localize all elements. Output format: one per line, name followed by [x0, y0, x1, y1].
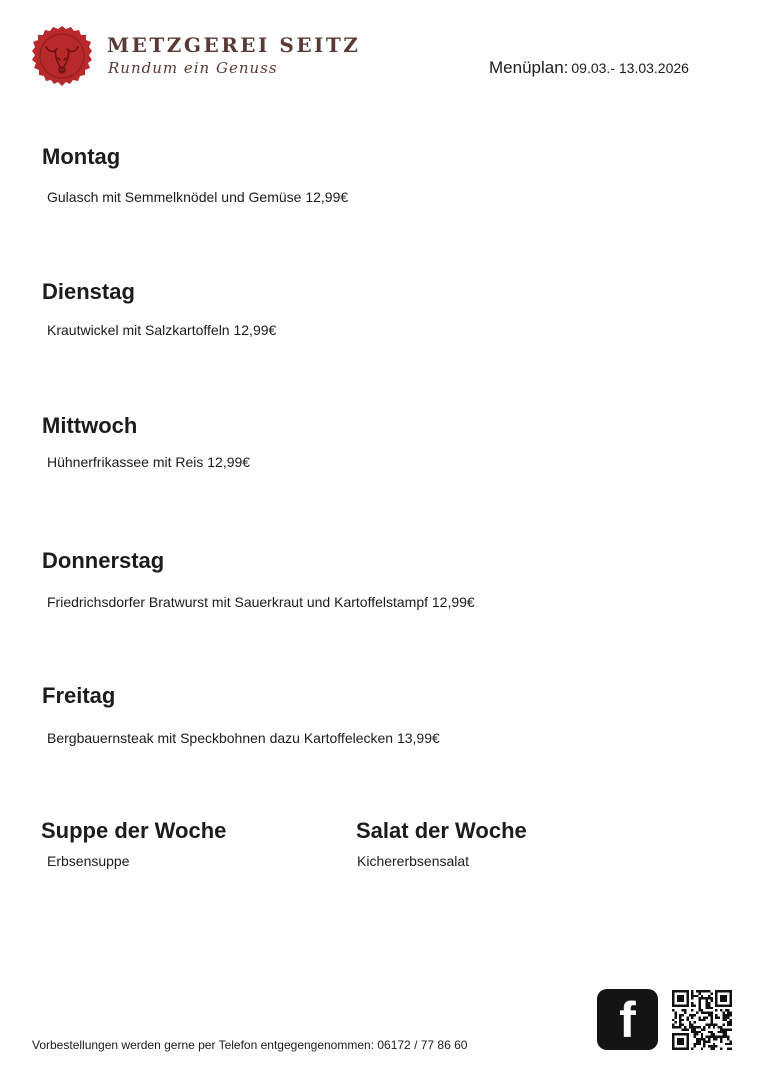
salad-of-week-title: Salat der Woche: [356, 818, 527, 843]
bull-head-seal-icon: [31, 25, 93, 87]
day-title-friday: Freitag: [42, 683, 116, 708]
brand-tagline: Rundum ein Genuss: [108, 59, 278, 77]
dish-wednesday: Hühnerfrikassee mit Reis 12,99€: [47, 454, 251, 470]
qr-code-icon[interactable]: [672, 990, 732, 1050]
soup-of-week-title: Suppe der Woche: [41, 818, 227, 843]
facebook-icon[interactable]: f: [597, 989, 658, 1050]
soup-of-week-dish: Erbsensuppe: [47, 853, 130, 869]
dish-tuesday: Krautwickel mit Salzkartoffeln 12,99€: [47, 322, 277, 338]
dish-monday: Gulasch mit Semmelknödel und Gemüse 12,99€: [47, 189, 349, 205]
menuplan-header: [489, 58, 689, 78]
brand-name: METZGEREI SEITZ: [107, 33, 361, 57]
day-title-wednesday: Mittwoch: [42, 413, 138, 438]
menuplan-label: Menüplan:: [489, 58, 569, 77]
salad-of-week-dish: Kichererbsensalat: [357, 853, 470, 869]
dish-friday: Bergbauernsteak mit Speckbohnen dazu Kartoffelecken 13,99€: [47, 730, 440, 746]
day-title-thursday: Donnerstag: [42, 548, 165, 573]
preorder-note: Vorbestellungen werden gerne per Telefon entgegengenommen: 06172 / 77 86 60: [32, 1038, 468, 1052]
day-title-tuesday: Dienstag: [42, 279, 135, 304]
dish-thursday: Friedrichsdorfer Bratwurst mit Sauerkraut und Kartoffelstampf 12,99€: [47, 594, 475, 610]
day-title-monday: Montag: [42, 144, 121, 169]
menuplan-dates: 09.03.- 13.03.2026: [571, 60, 689, 76]
